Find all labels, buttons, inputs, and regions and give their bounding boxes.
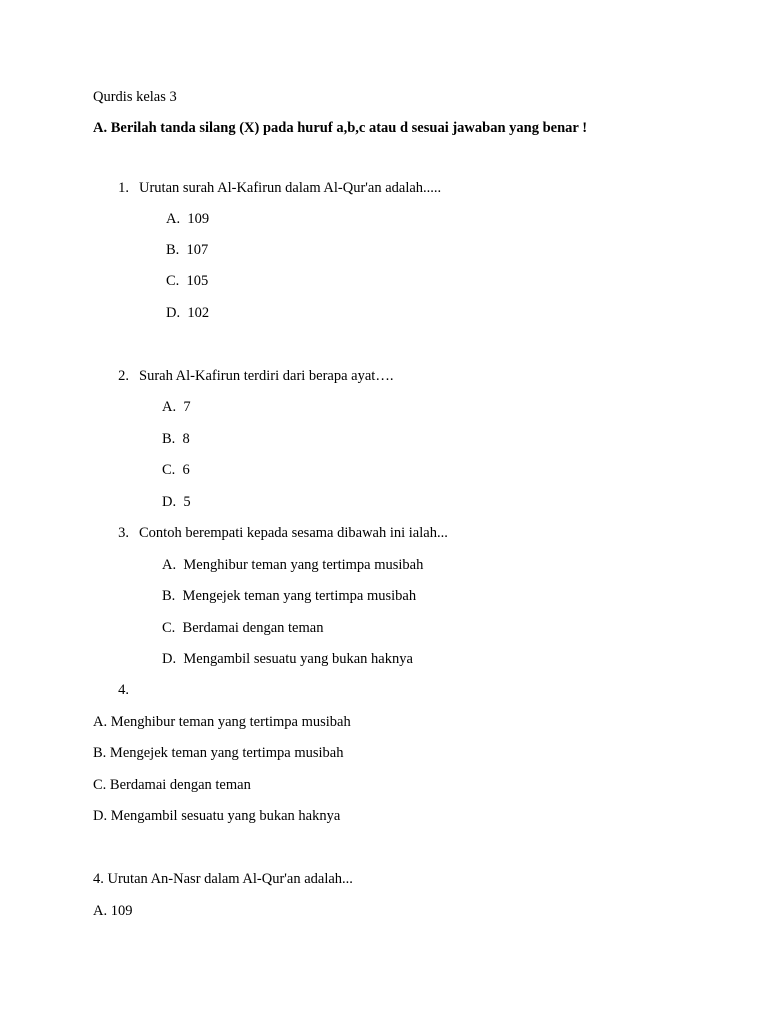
option-2b xyxy=(162,430,190,448)
option-3a xyxy=(162,556,423,574)
option-text: 8 xyxy=(182,431,190,447)
question-number: 1. xyxy=(118,180,129,196)
option-text: Mengambil sesuatu yang bukan haknya xyxy=(183,651,413,667)
option-1b xyxy=(166,241,208,259)
question-number: 2. xyxy=(118,368,129,384)
option-3d xyxy=(162,650,413,668)
question-text: Surah Al-Kafirun terdiri dari berapa ayat…. xyxy=(139,368,394,384)
option-letter: B. xyxy=(162,588,176,604)
option-text: Menghibur teman yang tertimpa musibah xyxy=(183,557,424,573)
option-letter: C. xyxy=(162,620,176,636)
option-letter: D. xyxy=(162,651,177,667)
option-letter: B. xyxy=(166,242,180,258)
option-text: Berdamai dengan teman xyxy=(182,620,324,636)
plain-line-4: D. Mengambil sesuatu yang bukan haknya xyxy=(93,808,341,824)
question-2 xyxy=(116,367,393,385)
option-1a xyxy=(166,210,209,228)
option-3c xyxy=(162,619,323,637)
question-text: Contoh berempati kepada sesama dibawah ini ialah... xyxy=(139,525,448,541)
option-2c xyxy=(162,461,190,479)
option-letter: B. xyxy=(162,431,176,447)
question-4 xyxy=(116,681,129,699)
question-text: Urutan surah Al-Kafirun dalam Al-Qur'an adalah..... xyxy=(139,180,442,196)
option-3b xyxy=(162,587,416,605)
plain-line-5: 4. Urutan An-Nasr dalam Al-Qur'an adalah... xyxy=(93,871,353,887)
option-letter: A. xyxy=(166,211,181,227)
option-letter: A. xyxy=(162,399,177,415)
option-text: 5 xyxy=(183,494,191,510)
option-letter: A. xyxy=(162,557,177,573)
option-text: 6 xyxy=(182,462,190,478)
question-3 xyxy=(116,524,448,542)
instruction-heading: A. Berilah tanda silang (X) pada huruf a,b,c atau d sesuai jawaban yang benar ! xyxy=(93,120,588,136)
option-letter: D. xyxy=(166,305,181,321)
option-letter: C. xyxy=(166,273,180,289)
option-2d xyxy=(162,493,191,511)
option-text: 105 xyxy=(186,273,209,289)
option-text: 102 xyxy=(187,305,210,321)
option-text: Mengejek teman yang tertimpa musibah xyxy=(182,588,417,604)
option-1c xyxy=(166,272,208,290)
option-letter: D. xyxy=(162,494,177,510)
option-letter: C. xyxy=(162,462,176,478)
option-text: 7 xyxy=(183,399,191,415)
question-1 xyxy=(116,179,441,197)
question-number: 4. xyxy=(118,682,129,698)
option-text: 107 xyxy=(186,242,209,258)
plain-line-6: A. 109 xyxy=(93,903,133,919)
plain-line-1: A. Menghibur teman yang tertimpa musibah xyxy=(93,714,351,730)
document-title: Qurdis kelas 3 xyxy=(93,89,177,105)
option-1d xyxy=(166,304,209,322)
plain-line-3: C. Berdamai dengan teman xyxy=(93,777,251,793)
plain-line-2: B. Mengejek teman yang tertimpa musibah xyxy=(93,745,344,761)
option-2a xyxy=(162,398,191,416)
option-text: 109 xyxy=(187,211,210,227)
question-number: 3. xyxy=(118,525,129,541)
